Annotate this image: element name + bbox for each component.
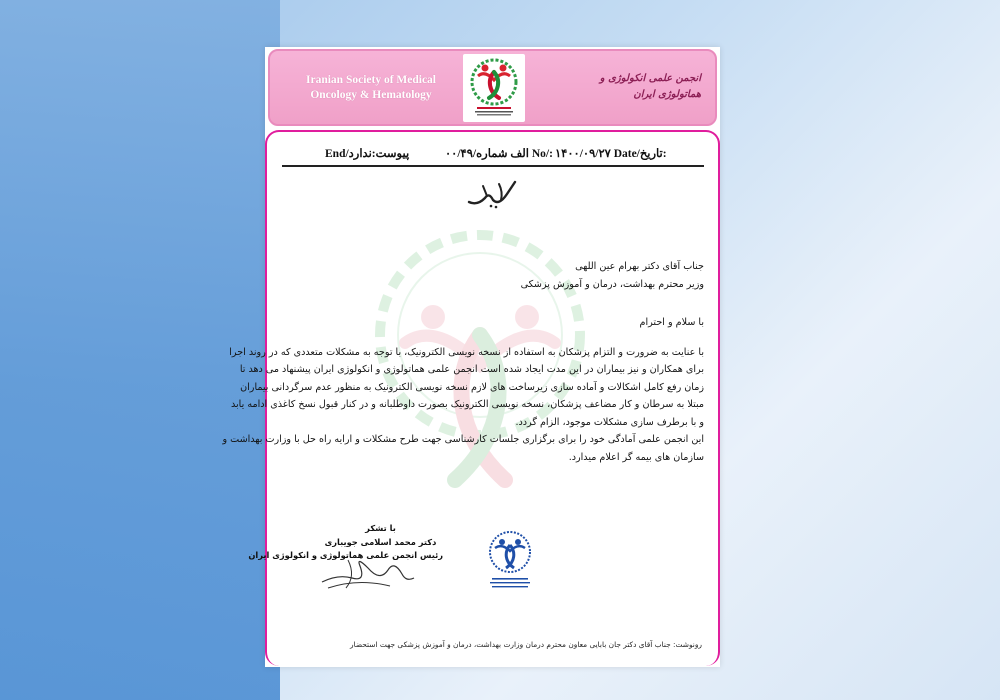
body-line: زمان رفع کامل اشکالات و آماده سازی زیرساخت های لازم نسخه نویسی الکترونیک به منظور عدم سرگردانی بیماران [240,382,704,393]
signer-name: دکتر محمد اسلامی جویباری [324,536,437,547]
recipient-name: جناب آقای دکتر بهرام عین اللهی [575,261,704,272]
society-seal [480,528,540,594]
society-logo [463,54,525,122]
attachment-value: ندارد [348,148,372,160]
number-label: شماره No/: [476,148,553,160]
letterhead [268,49,717,126]
body-line: برای همکاران و نیز بیماران در این مدت ایجاد شده است انجمن علمی هماتولوژی و انکولوژی ایران پیشنهاد می دهد تا [239,364,704,375]
letter-meta [325,146,665,162]
attachment-label: End/پیوست: [325,148,410,160]
date-label: Date/تاریخ: [613,148,667,160]
attachment-field [325,146,409,160]
calligraphy-heading [463,176,523,210]
meta-divider [282,165,704,167]
body-line: و با برطرف سازی مشکلات موجود، الزام گردد. [515,417,704,428]
society-name-fa: انجمن علمی انکولوژی و هماتولوژی ایران [599,73,701,100]
greeting: با سلام و احترام [639,317,704,328]
handwritten-signature [318,548,418,593]
signer-title: رئیس انجمن علمی هماتولوژی و انکولوژی ایران [248,550,443,560]
date-field [555,146,667,160]
cc-line: رونوشت: جناب آقای دکتر جان بابایی معاون محترم درمان وزارت بهداشت، درمان و آموزش پزشکی جهت استحضار [350,640,702,649]
date-value: ۱۴۰۰/۰۹/۲۷ [555,148,611,160]
body-line: سازمان های بیمه گر اعلام میدارد. [568,452,704,463]
society-name-en: Iranian Society of Medical Oncology & Hematology [306,74,436,101]
number-value: ۰۰/۴۹/الف [445,148,529,160]
body-line: مبتلا به سرطان و کار مضاعف پزشکان، نسخه نویسی الکترونیک بصورت داوطلبانه و در کنار قبول نسخ کاغذی ادامه یابد [230,399,704,410]
number-field [445,146,553,160]
recipient-title: وزیر محترم بهداشت، درمان و آموزش پزشکی [520,279,704,290]
body-line: این انجمن علمی آمادگی خود را برای برگزاری جلسات کارشناسی جهت طرح مشکلات و ارایه راه حل با وزارت بهداشت و [222,434,704,445]
closing-text: با تشکر [365,523,396,533]
body-line: با عنایت به ضرورت و التزام پزشکان به استفاده از نسخه نویسی الکترونیک، با توجه به مشکلات متعددی که در روند اجرا [229,347,704,358]
